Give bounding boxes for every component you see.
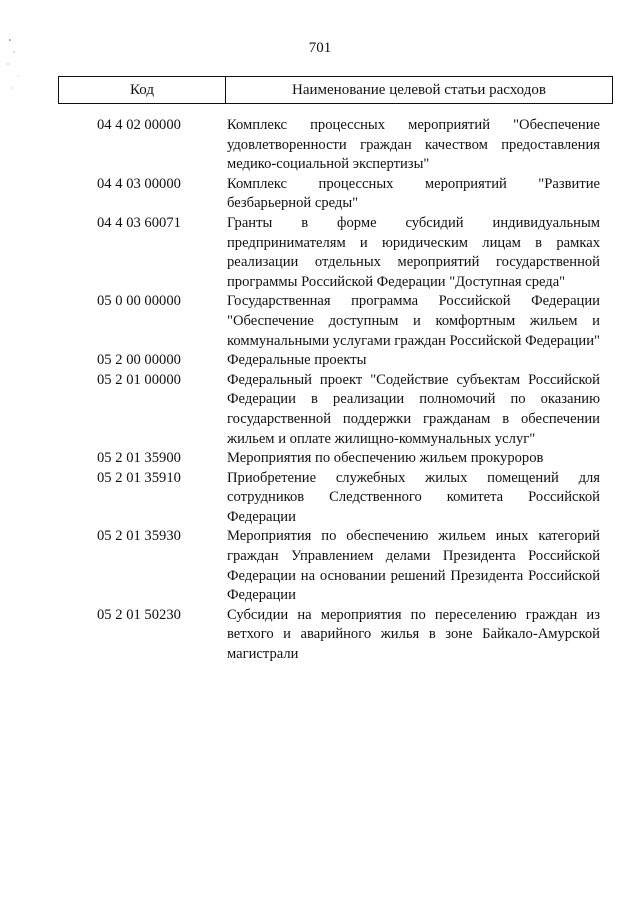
row-code: 04 4 03 60071	[97, 214, 181, 231]
table-row	[0, 469, 640, 528]
row-code: 05 0 00 00000	[97, 293, 181, 310]
row-name: Приобретение служебных жилых помещений для сотрудников Следственного комитета Российской Федерации	[227, 469, 600, 525]
row-code: 04 4 03 00000	[97, 175, 181, 192]
table-row	[0, 175, 640, 214]
header-name: Наименование целевой статьи расходов	[292, 81, 546, 98]
table-row	[0, 214, 640, 292]
table-row	[0, 351, 640, 371]
table-row	[0, 527, 640, 605]
page-number: 701	[308, 40, 332, 56]
row-name: Федеральные проекты	[227, 352, 367, 369]
row-code: 05 2 00 00000	[97, 352, 181, 369]
row-code: 05 2 01 00000	[97, 371, 181, 388]
row-name: Мероприятия по обеспечению жильем прокуроров	[227, 450, 544, 467]
row-name: Комплекс процессных мероприятий "Развитие безбарьерной среды"	[227, 175, 600, 212]
row-name: Федеральный проект "Содействие субъектам Российской Федерации в реализации полномочий по оказанию государственной поддержки гражданам в обеспечении жильем и оплате жилищно-коммунальных услуг"	[227, 371, 600, 447]
table-row	[0, 449, 640, 469]
table-header	[58, 76, 613, 104]
table-row	[0, 292, 640, 351]
row-code: 05 2 01 35910	[97, 469, 181, 486]
row-code: 04 4 02 00000	[97, 117, 181, 133]
table-body	[0, 116, 640, 665]
row-code: 05 2 01 35930	[97, 528, 181, 545]
row-name: Комплекс процессных мероприятий "Обеспечение удовлетворенности граждан качеством предоставления медико-социальной экспертизы"	[227, 117, 600, 173]
row-name: Мероприятия по обеспечению жильем иных категорий граждан Управлением делами Президента Российской Федерации на основании решений Президента Российской Федерации	[227, 528, 600, 604]
header-code: Код	[59, 77, 226, 103]
row-name: Государственная программа Российской Федерации "Обеспечение доступным и комфортным жильем и коммунальными услугами граждан Российской Федерации"	[227, 293, 600, 349]
table-row	[0, 116, 640, 175]
row-code: 05 2 01 50230	[97, 606, 181, 623]
row-code: 05 2 01 35900	[97, 450, 181, 467]
row-name: Гранты в форме субсидий индивидуальным предпринимателям и юридическим лицам в рамках реализации отдельных мероприятий государственной программы Российской Федерации "Доступная среда"	[227, 214, 600, 290]
table-row	[0, 371, 640, 449]
table-row	[0, 606, 640, 665]
row-name: Субсидии на мероприятия по переселению граждан из ветхого и аварийного жилья в зоне Байкало-Амурской магистрали	[227, 606, 600, 663]
